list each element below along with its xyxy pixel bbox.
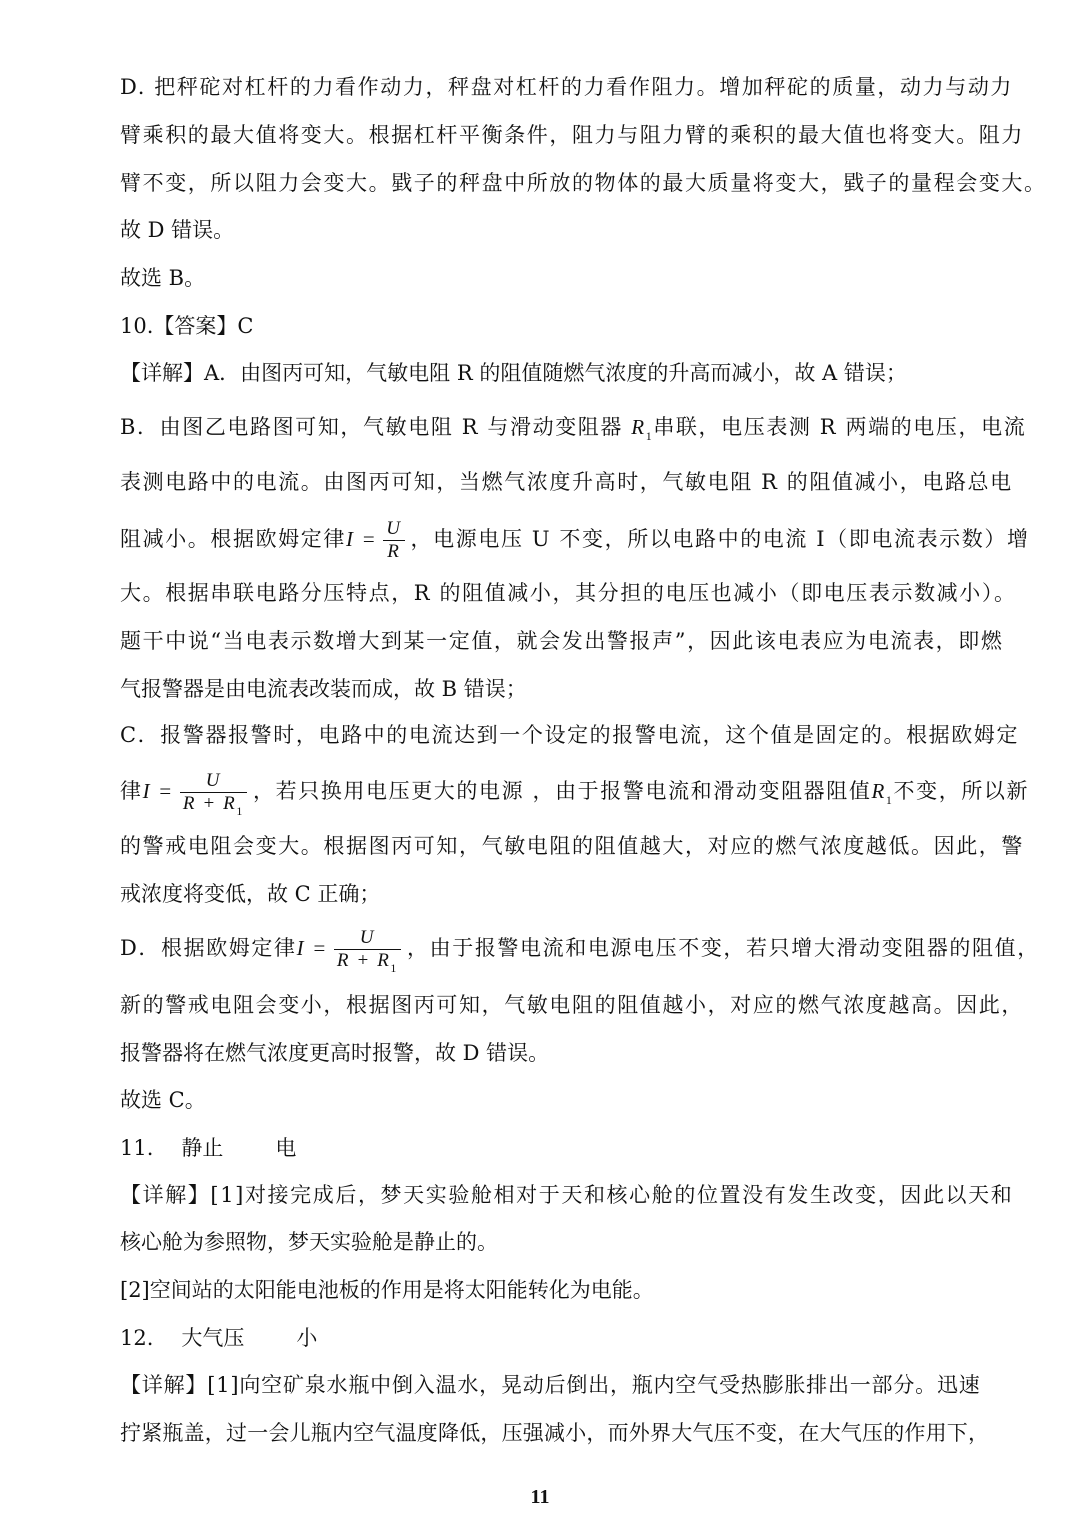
text-run: ，电源电压 U 不变，所以电路中的电流 I（即电流表示数）增	[410, 527, 1030, 551]
fraction-U-over-R: $\frac{U}{R}$	[383, 518, 404, 563]
q12-number: 12.	[120, 1326, 154, 1350]
q10-detail-A: 【详解】A．由图丙可知，气敏电阻 R 的阻值随燃气浓度的升高而减小，故 A 错误；	[120, 361, 907, 385]
q11-number: 11.	[120, 1136, 154, 1160]
q10-C-line-3: 的警戒电阻会变大。根据图丙可知，气敏电阻的阻值越大，对应的燃气浓度越低。因此，警	[120, 834, 1024, 858]
q10-select: 故选 C。	[120, 1088, 206, 1112]
q11-answer-line	[120, 1135, 296, 1161]
text-run: 不变，所以新	[893, 779, 1030, 803]
q9-optD-line-4: 故 D 错误。	[120, 218, 235, 242]
q10-answer: 10.【答案】C	[120, 314, 254, 338]
q12-detail-line-1: 【详解】[1]向空矿泉水瓶中倒入温水，晃动后倒出，瓶内空气受热膨胀排出一部分。迅速	[120, 1373, 981, 1397]
formula-I: I =	[346, 527, 378, 551]
q10-B-line-6: 气报警器是由电流表改装而成，故 B 错误；	[120, 677, 527, 701]
symbol-R1: $R_1$	[871, 779, 894, 807]
formula-I: I =	[296, 936, 328, 960]
q9-select: 故选 B。	[120, 266, 206, 290]
q10-D-line-3: 报警器将在燃气浓度更高时报警，故 D 错误。	[120, 1041, 550, 1065]
text-run: D．根据欧姆定律	[120, 936, 297, 960]
q10-B-line-5: 题干中说“当电表示数增大到某一定值，就会发出警报声”，因此该电表应为电流表，即燃	[120, 629, 1004, 653]
text-run: B．由图乙电路图可知，气敏电阻 R 与滑动变阻器	[120, 415, 632, 439]
q10-D-line-2: 新的警戒电阻会变小，根据图丙可知，气敏电阻的阻值越小，对应的燃气浓度越高。因此，	[120, 993, 1024, 1017]
q10-B-line-4: 大。根据串联电路分压特点，R 的阻值减小，其分担的电压也减小（即电压表示数减小）。	[120, 581, 1017, 605]
q10-B-line-2: 表测电路中的电流。由图丙可知，当燃气浓度升高时，气敏电阻 R 的阻值减小，电路总电	[120, 470, 1013, 494]
q10-C-line-4: 戒浓度将变低，故 C 正确；	[120, 882, 381, 906]
q11-detail-line-2: 核心舱为参照物，梦天实验舱是静止的。	[120, 1230, 498, 1254]
page-number: 11	[530, 1486, 550, 1508]
q12-answer-2: 小	[296, 1326, 318, 1350]
text-run: 律	[120, 779, 143, 803]
symbol-R1: $R_1$	[631, 415, 654, 443]
formula-I: I =	[142, 779, 174, 803]
q9-optD-line-1: D. 把秤砣对杠杆的力看作动力，秤盘对杠杆的力看作阻力。增加秤砣的质量，动力与动力	[120, 75, 1014, 99]
q10-C-line-1: C．报警器报警时，电路中的电流达到一个设定的报警电流，这个值是固定的。根据欧姆定	[120, 723, 1020, 747]
q11-answer-1: 静止	[181, 1136, 224, 1160]
text-run: ，若只换用电压更大的电源 ，由于报警电流和滑动变阻器阻值	[253, 779, 872, 803]
text-run: 串联，电压表测 R 两端的电压，电流	[653, 415, 1027, 439]
q12-answer-1: 大气压	[181, 1326, 245, 1350]
q12-detail-line-2: 拧紧瓶盖，过一会儿瓶内空气温度降低，压强减小，而外界大气压不变，在大气压的作用下，	[120, 1421, 990, 1445]
q9-optD-line-3: 臂不变，所以阻力会变大。戥子的秤盘中所放的物体的最大质量将变大，戥子的量程会变大。	[120, 171, 1047, 195]
q11-detail-line-3: [2]空间站的太阳能电池板的作用是将太阳能转化为电能。	[120, 1278, 654, 1302]
q11-detail-line-1: 【详解】[1]对接完成后，梦天实验舱相对于天和核心舱的位置没有发生改变，因此以天和	[120, 1183, 1014, 1207]
q10-C-line-2	[120, 764, 1029, 821]
q10-B-line-3	[120, 512, 1030, 566]
q10-B-line-1	[120, 414, 1026, 443]
q10-D-line-1	[120, 921, 1040, 975]
q9-optD-line-2: 臂乘积的最大值将变大。根据杠杆平衡条件，阻力与阻力臂的乘积的最大值也将变大。阻力	[120, 123, 1024, 147]
fraction-U-over-R-plus-R1: $\frac{U}{R + R_1}$	[180, 770, 247, 816]
q11-answer-2: 电	[275, 1136, 297, 1160]
text-run: ，由于报警电流和电源电压不变，若只增大滑动变阻器的阻值，	[407, 936, 1040, 960]
text-run: 阻减小。根据欧姆定律	[120, 527, 346, 551]
q12-answer-line	[120, 1325, 317, 1351]
fraction-U-over-R-plus-R1: $\frac{U}{R + R_1}$	[334, 927, 401, 973]
